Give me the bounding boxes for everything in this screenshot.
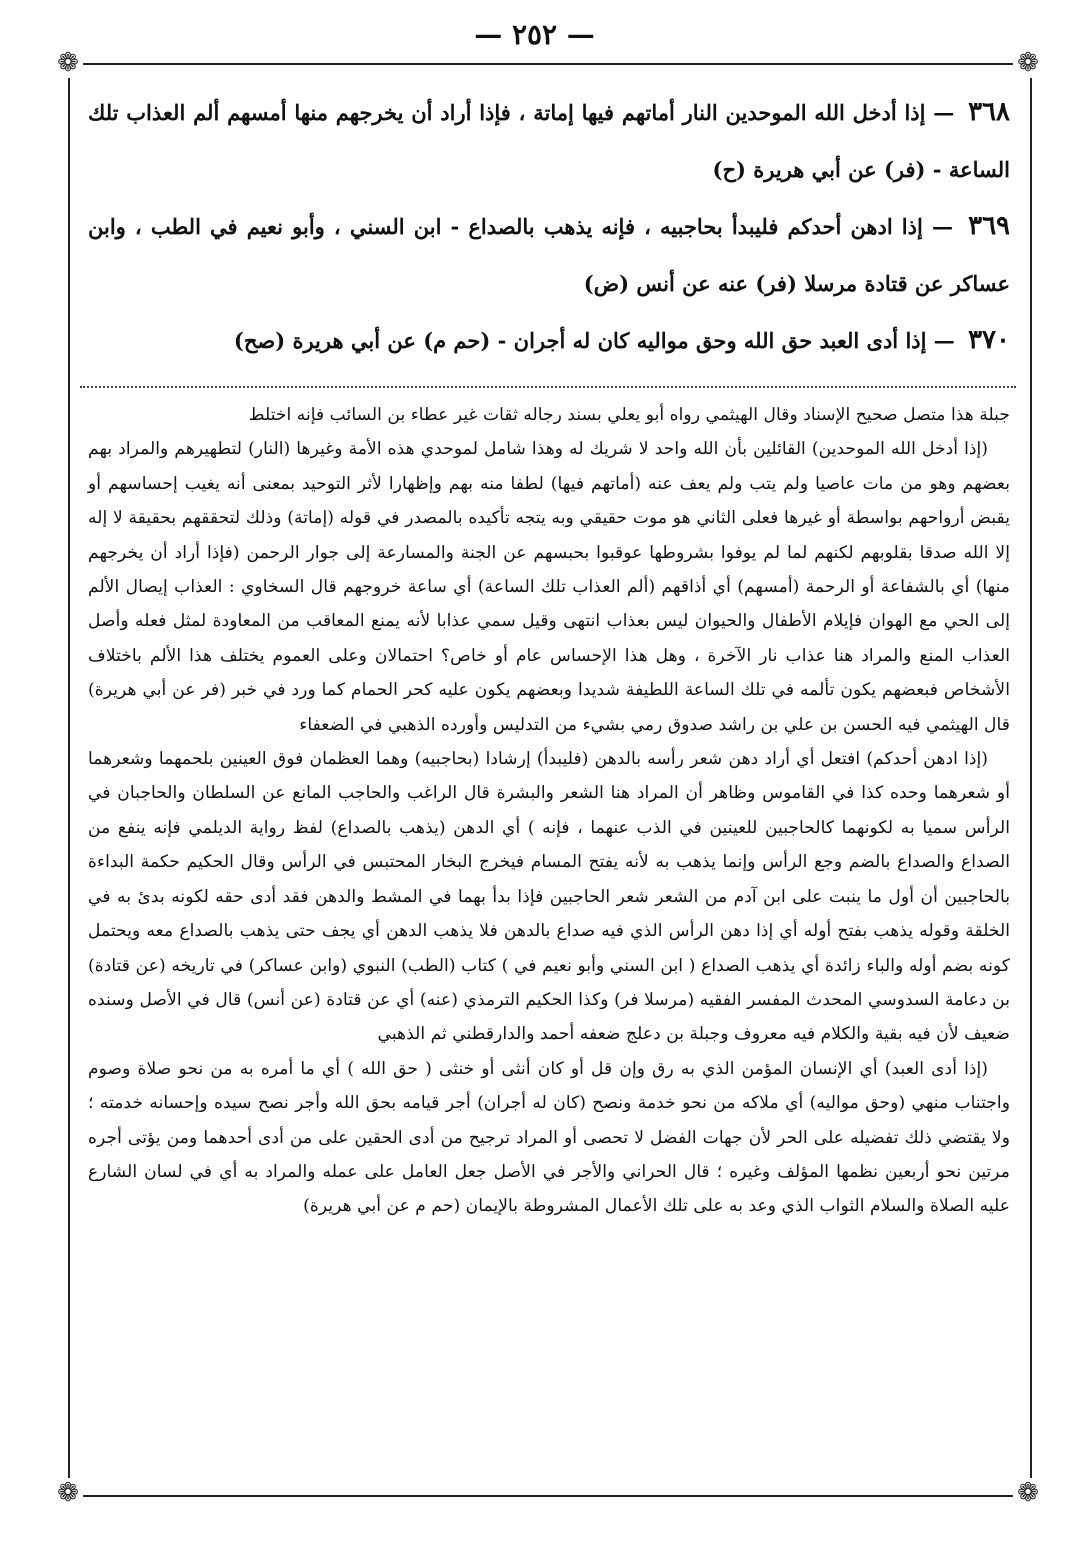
commentary-paragraph: (إذا ادهن أحدكم) افتعل أي أراد دهن شعر رأسه بالدهن (فليبدأ) إرشادا (بحاجبيه) وهما العظمان فوق العينين بلحمهما وشعرهما أو شعرهما وحده كذا في القاموس وظاهر أن المراد هنا الشعر والبشرة قال الراغب والحاجب المانع عن السلطان والحاجبان في الرأس سميا به لكونهما كالحاجبين للعينين في الذب عنهما ، فإنه ) أي الدهن (يذهب بالصداع) لفظ رواية الديلمي فإنه ينفع من الصداع والصداع بالضم وجع الرأس وإنما يذهب به لأنه يفتح المسام فيخرج البخار المحتبس في الرأس وقال الحكيم حكمة البداءة بالحاجبين أن أول ما ينبت على ابن آدم من الشعر شعر الحاجبين فإذا بدأ بهما في المشط والدهن فقد أدى حقه لكونه بدئ به في الخلقة وقوله يذهب بفتح أوله أي إذا دهن الرأس الذي فيه صداع بالدهن فلا يذهب الدهن أي يجف حتى يذهب بالصداع معه ويحتمل كونه بضم أوله والباء زائدة أي يذهب الصداع ( ابن السني وأبو نعيم في ) كتاب (الطب) النبوي (وابن عساكر) في تاريخه (عن قتادة) بن دعامة السدوسي المحدث المفسر الفقيه (مرسلا فر) وكذا الحكيم الترمذي (عنه) أي عن قتادة (عن أنس) قال في الأصل وسنده ضعيف لأن فيه بقية والكلام فيه معروف وجبلة بن دعلج ضعفه أحمد والدارقطني ثم الذهبي [88, 749, 1010, 1045]
hadith-number: ٣٦٨ [968, 97, 1010, 127]
corner-ornament-icon: ❁ [53, 48, 83, 78]
commentary-paragraph: (إذا أدخل الله الموحدين) القائلين بأن الله واحد لا شريك له وهذا شامل لموحدي هذه الأمة وغيرها (النار) لتطهيرهم والمراد بهم بعضهم وهو من مات عاصيا ولم يتب ولم يعف عنه (أماتهم فيها) لطفا منه بهم وإظهارا لأثر التوحيد بمعنى أنه يغيب إحساسهم أو يقبض أرواحهم بواسطة أو غيرها فعلى الثاني هو موت حقيقي وبه يتجه تأكيده بالمصدر في قوله (إماتة) وذلك لتحققهم بحقيقة لا إله إلا الله صدقا بقلوبهم لكنهم لما لم يوفوا بشروطها عوقبوا بحبسهم عن الجنة والمسارعة إلى جوار الرحمن (فإذا أراد أن يخرجهم منها) أي بالشفاعة أو الرحمة (أمسهم) أي أذاقهم (ألم العذاب تلك الساعة) أي ساعة خروجهم قال السخاوي : العذاب إيصال الألم إلى الحي مع الهوان فإيلام الأطفال والحيوان ليس بعذاب انتهى وقيل سمي عذابا لأنه يمنع المعاقب من المعاودة لمثل فعله وأصل العذاب المنع والمراد هنا عذاب نار الآخرة ، وهل هذا الإحساس عام أو خاص؟ احتمالان وعلى العموم يختلف هذا الألم باختلاف الأشخاص فبعضهم يكون تألمه في تلك الساعة اللطيفة شديدا وبعضهم يكون عليه كحر الحمام كما ورد في خبر (فر عن أبي هريرة) قال الهيثمي فيه الحسن بن علي بن راشد صدوق رمي بشيء من التدليس وأورده الذهبي في الضعفاء [88, 439, 1010, 735]
corner-ornament-icon: ❁ [1013, 1478, 1043, 1508]
hadith-370 [88, 312, 1010, 369]
dotted-separator [80, 386, 1016, 388]
hadith-text: — إذا أدى العبد حق الله وحق مواليه كان له أجران - (حم م) عن أبي هريرة (صح) [233, 328, 955, 353]
corner-ornament-icon: ❁ [53, 1478, 83, 1508]
hadith-368 [88, 84, 1010, 198]
page-number: — ٢٥٢ — [474, 18, 595, 51]
hadith-number: ٣٦٩ [968, 211, 1011, 241]
hadith-texts [88, 84, 1010, 369]
hadith-text: — إذا ادهن أحدكم فليبدأ بحاجبيه ، فإنه يذهب بالصداع - ابن السني ، وأبو نعيم في الطب ، وابن عساكر عن قتادة مرسلا (فر) عنه عن أنس (ض) [88, 214, 1010, 296]
hadith-number: ٣٧٠ [968, 325, 1010, 355]
commentary [88, 398, 1010, 1224]
hadith-text: — إذا أدخل الله الموحدين النار أماتهم فيها إماتة ، فإذا أراد أن يخرجهم منها أمسهم ألم العذاب تلك الساعة - (فر) عن أبي هريرة (ح) [88, 100, 1010, 182]
corner-ornament-icon: ❁ [1013, 48, 1043, 78]
commentary-paragraph: جبلة هذا متصل صحيح الإسناد وقال الهيثمي رواه أبو يعلي بسند رجاله ثقات غير عطاء بن السائب فإنه اختلط [248, 405, 1010, 425]
commentary-paragraph: (إذا أدى العبد) أي الإنسان المؤمن الذي به رق وإن قل أو كان أنثى أو خنثى ( حق الله ) أي ما أمره به من نحو صلاة وصوم واجتناب منهي (وحق مواليه) أي ملاكه من نحو خدمة ونصح (كان له أجران) أجر قيامه بحق الله وأجر نصح سيده وإحسانه خدمته ؛ ولا يقتضي ذلك تفضيله على الحر لأن جهات الفضل لا تحصى أو المراد ترجيح من أدى الحقين على من أدى أحدهما ومن يؤتى أجره مرتين نحو أربعين نظمها المؤلف وغيره ؛ قال الحراني والأجر في الأصل جعل العامل على عمله والمراد به أي في لسان الشارع عليه الصلاة والسلام الثواب الذي وعد به على تلك الأعمال المشروطة بالإيمان (حم م عن أبي هريرة) [88, 1058, 1010, 1217]
hadith-369 [88, 198, 1010, 312]
